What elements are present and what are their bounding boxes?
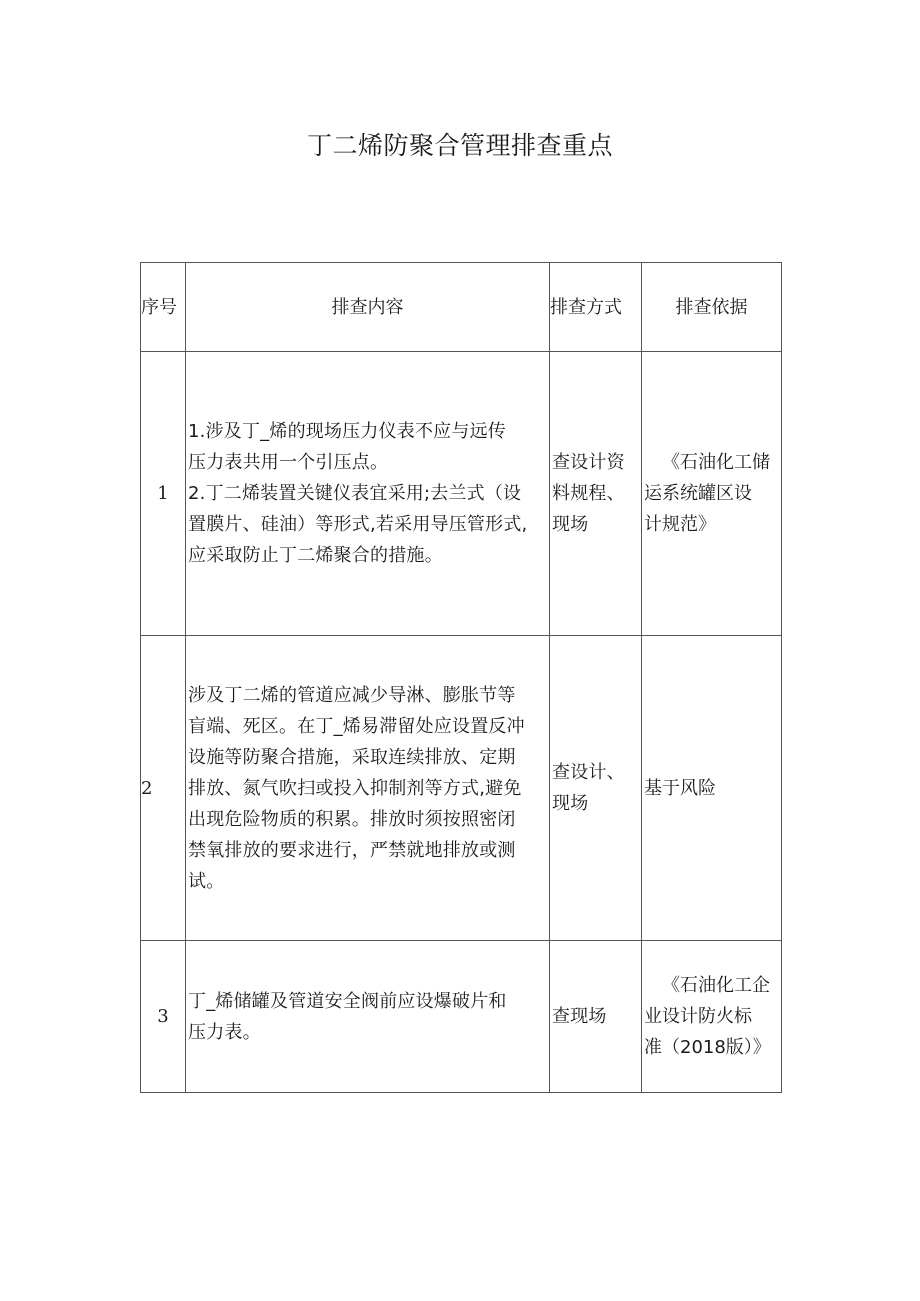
content-line: 丁_烯储罐及管道安全阀前应设爆破片和 bbox=[188, 990, 507, 1012]
content-line: 应采取防止丁二烯聚合的措施。 bbox=[188, 545, 443, 566]
basis-line: 《石油化工企 bbox=[662, 975, 770, 996]
basis-line: 基于风险 bbox=[644, 777, 716, 799]
method-line: 料规程、 bbox=[552, 483, 625, 504]
table-row bbox=[141, 352, 782, 636]
content-line: 试。 bbox=[188, 870, 225, 892]
content-line: 压力表。 bbox=[188, 1021, 261, 1043]
table-row bbox=[141, 636, 782, 941]
row-content bbox=[186, 636, 550, 941]
content-line: 盲端、死区。在丁_烯易滞留处应设置反冲 bbox=[188, 715, 525, 737]
content-line: 禁氧排放的要求进行，严禁就地排放或测 bbox=[188, 839, 516, 861]
row-basis bbox=[642, 941, 782, 1093]
method-line: 查设计资 bbox=[552, 452, 625, 473]
basis-line: 计规范》 bbox=[644, 514, 716, 535]
basis-line: 准（2018版）》 bbox=[644, 1037, 771, 1058]
basis-line: 运系统罐区设 bbox=[644, 483, 752, 504]
content-line: 设施等防聚合措施，采取连续排放、定期 bbox=[188, 746, 516, 768]
row-content bbox=[186, 352, 550, 636]
content-line: 置膜片、硅油）等形式,若采用导压管形式, bbox=[188, 514, 528, 535]
header-no: 序号 bbox=[141, 263, 186, 352]
row-number: 1 bbox=[141, 352, 186, 636]
content-line: 出现危险物质的积累。排放时须按照密闭 bbox=[188, 808, 516, 830]
header-method: 排查方式 bbox=[550, 263, 642, 352]
row-basis bbox=[642, 636, 782, 941]
inspection-table bbox=[140, 262, 782, 1093]
method-line: 查设计、 bbox=[552, 762, 625, 783]
header-content: 排查内容 bbox=[186, 263, 550, 352]
row-content bbox=[186, 941, 550, 1093]
row-method bbox=[550, 636, 642, 941]
row-method bbox=[550, 352, 642, 636]
page-title: 丁二烯防聚合管理排查重点 bbox=[306, 131, 613, 160]
basis-line: 业设计防火标 bbox=[644, 1006, 752, 1027]
content-line: 涉及丁二烯的管道应减少导淋、膨胀节等 bbox=[188, 684, 516, 706]
row-number: 3 bbox=[141, 941, 186, 1093]
content-line: 1.涉及丁_烯的现场压力仪表不应与远传 bbox=[188, 421, 506, 442]
method-line: 现场 bbox=[552, 793, 589, 814]
table-row bbox=[141, 941, 782, 1093]
row-number: 2 bbox=[141, 636, 186, 941]
content-line: 2.丁二烯装置关键仪表宜采用;去兰式（设 bbox=[188, 483, 522, 504]
row-method bbox=[550, 941, 642, 1093]
method-line: 现场 bbox=[552, 514, 589, 535]
table-header-row bbox=[141, 263, 782, 352]
content-line: 排放、氮气吹扫或投入抑制剂等方式,避免 bbox=[188, 777, 522, 799]
method-line: 查现场 bbox=[552, 1006, 607, 1027]
row-basis bbox=[642, 352, 782, 636]
basis-line: 《石油化工储 bbox=[662, 452, 770, 473]
header-basis: 排查依据 bbox=[642, 263, 782, 352]
content-line: 压力表共用一个引压点。 bbox=[188, 452, 389, 473]
